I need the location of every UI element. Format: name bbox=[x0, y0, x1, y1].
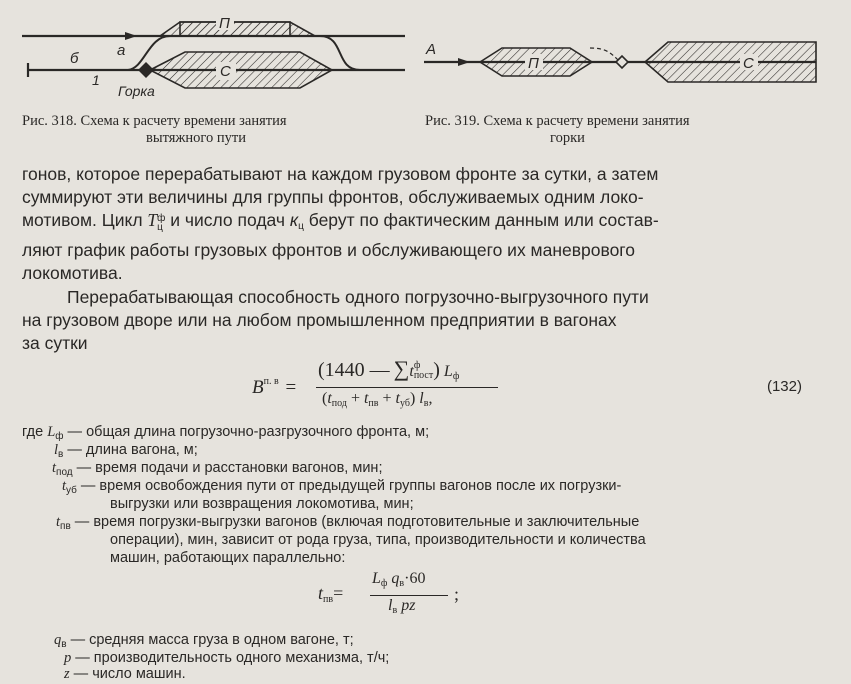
definition-tpv-cont1: операции), мин, зависит от рода груза, типа, производительности и количества bbox=[110, 532, 646, 548]
label-gorka: Горка bbox=[118, 83, 155, 99]
equation-tpv-numerator: $L_ф$ $q_в\cdot 60$ bbox=[372, 570, 426, 589]
label-c: С bbox=[220, 63, 231, 80]
label-c: С bbox=[743, 55, 754, 72]
definition-p: p — производительность одного механизма, т/ч; bbox=[64, 650, 390, 666]
definition-tpv-cont2: машин, работающих параллельно: bbox=[110, 550, 346, 566]
equation-132-numerator: (1440 — ∑t ф пост ) $L_ф$ bbox=[318, 356, 460, 382]
label-p: П bbox=[219, 15, 230, 32]
definition-tpod: $t_{под}$ — время подачи и расстановки вагонов, мин; bbox=[52, 460, 383, 478]
equation-tpv: $t_{пв}=$ $L_ф$ $q_в\cdot 60$ $l_в$ pz ; bbox=[318, 570, 460, 616]
figure-319-caption: Рис. 319. Схема к расчету времени занятия горки bbox=[425, 113, 690, 146]
label-a: а bbox=[117, 42, 126, 59]
label-p: П bbox=[528, 55, 539, 72]
definition-tub: $t_{уб}$ — время освобождения пути от предыдущей группы вагонов после их погрузки- bbox=[62, 478, 622, 496]
paragraph-1: гонов, которое перерабатывают на каждом грузовом фронте за сутки, а затем суммируют эти величины для группы фронтов, обслуживаемых одним локо- мотивом. Цикл T ф ц и число подач $к_ц$ берут по фактическим данным или состав- ляют график работы грузовых фронтов и обслуживающего их маневрового локомотива. bbox=[22, 164, 659, 283]
figure-318-caption: Рис. 318. Схема к расчету времени занятия вытяжного пути bbox=[22, 113, 287, 146]
definition-qv: $q_в$ — средняя масса груза в одном вагоне, т; bbox=[54, 632, 354, 650]
equation-132: $B^{п. в}$ = (1440 — ∑t ф пост ) $L_ф$ $(t_{под} + t_{пв} + t_{уб})$ $l_в$, (132) bbox=[252, 356, 802, 409]
label-b: б bbox=[70, 50, 79, 67]
definition-tpv: $t_{пв}$ — время погрузки-выгрузки вагонов (включая подготовительные и заключительные bbox=[56, 514, 640, 532]
paragraph-2: Перерабатывающая способность одного погрузочно-выгрузочного пути на грузовом дворе или на любом промышленном предприятии в вагонах за сутки bbox=[22, 287, 649, 354]
definition-tub-cont: выгрузки или возвращения локомотива, мин; bbox=[110, 496, 414, 512]
label-a: А bbox=[426, 41, 437, 58]
equation-tpv-denominator: $l_в$ pz bbox=[388, 597, 416, 616]
equation-132-denominator: $(t_{под} + t_{пв} + t_{уб})$ $l_в$, bbox=[322, 390, 433, 409]
equation-number: (132) bbox=[766, 378, 802, 395]
label-1: 1 bbox=[92, 72, 100, 88]
definition-z: z — число машин. bbox=[64, 666, 186, 682]
definition-L: где $L_ф$ — общая длина погрузочно-разгрузочного фронта, м; bbox=[22, 424, 430, 442]
definition-lv: $l_в$ — длина вагона, м; bbox=[54, 442, 198, 460]
